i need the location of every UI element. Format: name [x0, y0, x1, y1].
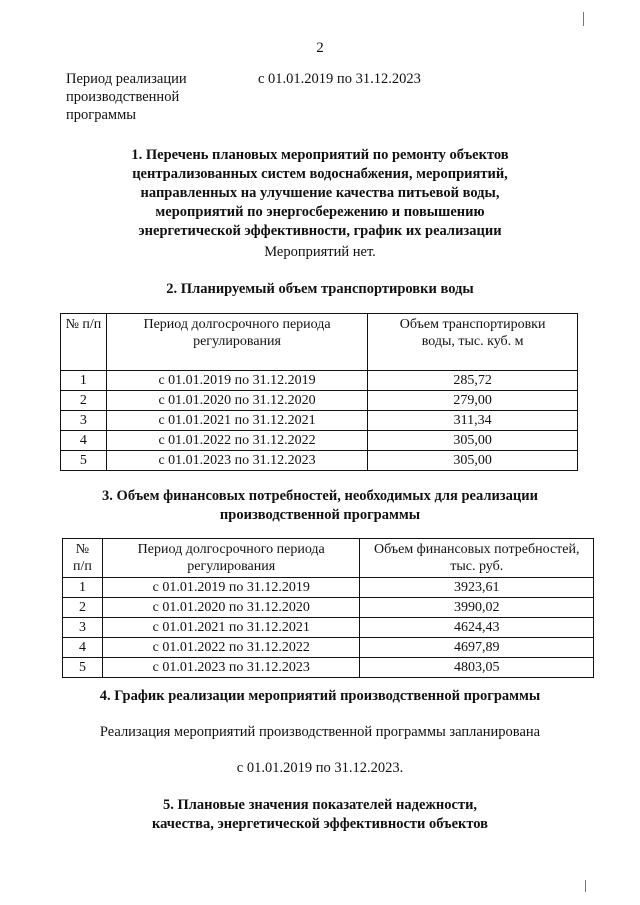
row-period: с 01.01.2023 по 31.12.2023	[102, 658, 360, 678]
table-row	[63, 618, 594, 638]
row-period: с 01.01.2020 по 31.12.2020	[102, 598, 360, 618]
row-amount: 4803,05	[360, 658, 594, 678]
table-row	[61, 451, 578, 471]
row-volume: 305,00	[368, 431, 578, 451]
row-volume: 305,00	[368, 451, 578, 471]
period-value: с 01.01.2019 по 31.12.2023	[258, 71, 421, 87]
row-amount: 3990,02	[360, 598, 594, 618]
section-2-title: 2. Планируемый объем транспортировки воды	[166, 281, 474, 297]
table-header-row	[63, 539, 594, 578]
row-number: 2	[63, 598, 103, 618]
column-header-period: Период долгосрочного периода регулирования	[102, 539, 360, 578]
period-label: Период реализации производственной программы	[66, 71, 187, 123]
column-header-number: № п/п	[63, 539, 103, 578]
row-amount: 3923,61	[360, 578, 594, 598]
row-volume: 285,72	[368, 371, 578, 391]
table-row	[61, 411, 578, 431]
section-4-body: Реализация мероприятий производственной программы запланирована	[99, 724, 541, 740]
row-period: с 01.01.2022 по 31.12.2022	[102, 638, 360, 658]
table-row	[61, 391, 578, 411]
table-row	[61, 371, 578, 391]
section-3-title: 3. Объем финансовых потребностей, необходимых для реализации производственной программы	[102, 488, 538, 523]
row-period: с 01.01.2019 по 31.12.2019	[102, 578, 360, 598]
row-period: с 01.01.2019 по 31.12.2019	[106, 371, 367, 391]
row-number: 5	[61, 451, 107, 471]
row-number: 3	[61, 411, 107, 431]
financial-needs-table	[62, 538, 594, 678]
row-period: с 01.01.2022 по 31.12.2022	[106, 431, 367, 451]
row-amount: 4697,89	[360, 638, 594, 658]
section-5-title: 5. Плановые значения показателей надежности, качества, энергетической эффективности объектов	[151, 797, 489, 832]
row-period: с 01.01.2021 по 31.12.2021	[102, 618, 360, 638]
table-row	[63, 578, 594, 598]
row-number: 1	[61, 371, 107, 391]
scan-mark	[585, 880, 588, 892]
section-4-title: 4. График реализации мероприятий производственной программы	[99, 688, 541, 704]
column-header-number: № п/п	[61, 314, 107, 371]
table-row	[63, 598, 594, 618]
row-period: с 01.01.2020 по 31.12.2020	[106, 391, 367, 411]
scan-mark	[583, 12, 586, 26]
column-header-period: Период долгосрочного периода регулирования	[106, 314, 367, 371]
row-number: 4	[61, 431, 107, 451]
section-1-body: Мероприятий нет.	[264, 244, 376, 260]
row-volume: 311,34	[368, 411, 578, 431]
transport-volume-table	[60, 313, 578, 471]
table-header-row	[61, 314, 578, 371]
section-4-date-range: с 01.01.2019 по 31.12.2023.	[236, 760, 404, 776]
row-number: 3	[63, 618, 103, 638]
row-number: 5	[63, 658, 103, 678]
row-period: с 01.01.2023 по 31.12.2023	[106, 451, 367, 471]
column-header-finance: Объем финансовых потребностей, тыс. руб.	[360, 539, 594, 578]
column-header-volume: Объем транспортировки воды, тыс. куб. м	[368, 314, 578, 371]
row-period: с 01.01.2021 по 31.12.2021	[106, 411, 367, 431]
table-row	[61, 431, 578, 451]
row-volume: 279,00	[368, 391, 578, 411]
row-amount: 4624,43	[360, 618, 594, 638]
section-1-title: 1. Перечень плановых мероприятий по ремонту объектов централизованных систем водоснабжения, мероприятий, направленных на улучшение качества питьевой воды, мероприятий по энергосбережению и повышению энергетической эффективности, график их реализации	[131, 147, 509, 239]
page-number: 2	[316, 40, 324, 56]
table-row	[63, 638, 594, 658]
row-number: 2	[61, 391, 107, 411]
row-number: 1	[63, 578, 103, 598]
table-row	[63, 658, 594, 678]
row-number: 4	[63, 638, 103, 658]
